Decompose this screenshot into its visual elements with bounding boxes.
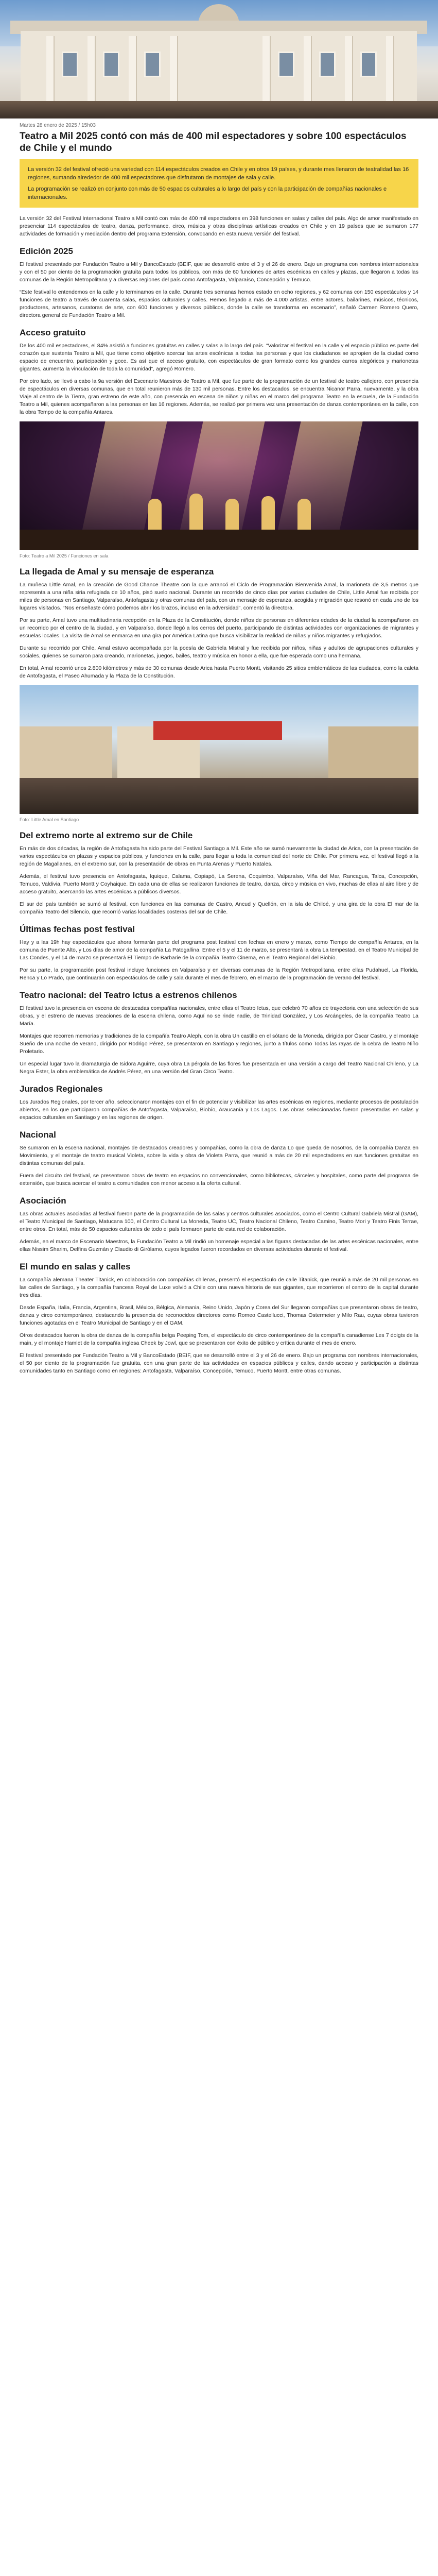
paragraph: El sur del país también se sumó al festival, con funciones en las comunas de Castro, Ancud y Quellón, en la isla de Chiloé, y una gira de la obra El mar de la compañía Teatro del Silencio, que recorrió varias localidades costeras del sur de Chile. [20, 901, 418, 915]
article-title: Teatro a Mil 2025 contó con más de 400 mil espectadores y sobre 100 espectáculos de Chile y el mundo [20, 131, 407, 154]
street-photo [20, 685, 418, 814]
photo-caption: Foto: Teatro a Mil 2025 / Funciones en sala [20, 553, 109, 558]
paragraph: Hay y a las 19h hay espectáculos que ahora formarán parte del programa post festival con fechas en enero y marzo, como Tiempo de compañía Antares, en la comuna de Puente Alto, y Los días de amor de la compañía La Patogallina. Entre el 5 y el 11 de marzo, se presentará la obra La tempestad, en el Teatro Municipal de Las Condes, y el 14 de marzo se presentará El Tiempo de Barbarie de la compañía Teatro Cinema, en el Teatro Regional del Biobío. [20, 939, 418, 961]
section-heading: Nacional [20, 1130, 56, 1140]
lead-text-2: La programación se realizó en conjunto con más de 50 espacios culturales a lo largo del país y con la participación de compañías nacionales e internacionales. [28, 186, 387, 200]
lead-text: La versión 32 del festival ofreció una variedad con 114 espectáculos creados en Chile y en otros 19 países, y durante mes llenaron de teatralidad las 16 regiones, sumando alrededor de 400 mil espectadores que disfrutaron de montajes de sala y calle. [28, 166, 409, 181]
paragraph: El festival tuvo la presencia en escena de destacadas compañías nacionales, entre ellas el Teatro Ictus, que celebró 70 años de trayectoria con una selección de sus obras, y el estreno de nuevas creaciones de la escena chilena, como Aquí no se rinde nadie, de Trinidad González, y Los Arcángeles, de la compañía Teatro La María. [20, 1005, 418, 1027]
section-heading: Acceso gratuito [20, 328, 86, 337]
paragraph: El festival presentado por Fundación Teatro a Mil y BancoEstado (BEIF, que se desarrolló entre el 3 y el 26 de enero. Bajo un programa con nombres internacionales y con el 50 por ciento de la programación gratuita para todos los públicos, con más de 60 funciones de artes escénicas en calles y plazas, que llegaron a todas las comunas de la Región Metropolitana y a diversas regiones del país como Antofagasta, Valparaíso, Concepción y Temuco. [20, 261, 418, 283]
paragraph: Por su parte, Amal tuvo una multitudinaria recepción en la Plaza de la Constitución, donde niños de personas en diferentes edades de la ciudad la acompañaron en un recorrido por el centro de la ciudad, y en Valparaíso, donde llegó a los cerros del puerto, participando de distintas actividades con organizaciones de migrantes y escuelas locales. La visita de Amal se enmarca en una gira por América Latina que busca visibilizar la realidad de niñas y niños migrantes y refugiados. [20, 617, 418, 639]
section-heading: Del extremo norte al extremo sur de Chile [20, 831, 193, 840]
paragraph: Además, en el marco de Escenario Maestros, la Fundación Teatro a Mil rindió un homenaje especial a las figuras destacadas de las artes escénicas nacionales, entre ellas Nissim Sharim, Delfina Guzmán y Claudio di Girólamo, cuyos legados fueron recordados en diversas actividades durante el festival. [20, 1239, 418, 1252]
paragraph: Las obras actuales asociadas al festival fueron parte de la programación de las salas y centros culturales asociados, como el Centro Cultural Gabriela Mistral (GAM), el Teatro Municipal de Santiago, Matucana 100, el Centro Cultural La Moneda, Teatro UC, Teatro Nacional Chileno, Teatro Camino, Teatro Mori y Teatro Finis Terrae, entre otros. En total, más de 50 espacios culturales de todo el país formaron parte de esta red de colaboración. [20, 1211, 418, 1232]
section-heading: Edición 2025 [20, 246, 73, 256]
paragraph: Por su parte, la programación post festival incluye funciones en Valparaíso y en diversas comunas de la Región Metropolitana, entre ellas Pudahuel, La Florida, Renca y Lo Prado, que continuarán con espectáculos de calle y sala durante el mes de febrero, en el marco de la programación de verano del festival. [20, 967, 418, 981]
paragraph: “Este festival lo entendemos en la calle y lo terminamos en la calle. Durante tres semanas hemos estado en ocho regiones, y 62 comunas con 150 espectáculos y 14 funciones de teatro a través de cuarenta salas, espacios culturales y calles. Hemos llegado a más de 4.000 artistas, entre actores, bailarines, músicos, técnicos, productores, artesanos, curatoras de arte, con 600 funciones y diversos públicos, donde la calle se transforma en escenario”, señaló Carmen Romero Quero, directora general de Fundación Teatro a Mil. [20, 289, 418, 318]
intro-paragraph: La versión 32 del Festival Internacional Teatro a Mil contó con más de 400 mil espectadores en 398 funciones en salas y calles del país. Algo de amor manifestado en presenciar 114 espectáculos de teatro, danza, performance, circo, música y otras disciplinas artísticas creados en Chile y en 19 países que se sumaron 177 actividades de formación y mediación dentro del programa Extensión, convocando en esta nueva versión del festival. [20, 215, 418, 237]
paragraph: Fuera del circuito del festival, se presentaron obras de teatro en espacios no convencionales, como bibliotecas, cárceles y hospitales, como parte del programa de extensión, que busca acercar el teatro a comunidades con menor acceso a la oferta cultural. [20, 1173, 418, 1187]
section-heading: Asociación [20, 1196, 66, 1206]
paragraph: Otros destacados fueron la obra de danza de la compañía belga Peeping Tom, el espectáculo de circo contemporáneo de la compañía canadiense Les 7 doigts de la main, y el montaje Hamlet de la compañía inglesa Cheek by Jowl, que se presentaron con éxito de público y crítica durante el mes de enero. [20, 1332, 418, 1346]
section-heading: Jurados Regionales [20, 1084, 103, 1094]
paragraph: Los Jurados Regionales, por tercer año, seleccionaron montajes con el fin de potenciar y visibilizar las artes escénicas en regiones, mediante procesos de postulación abiertos, en los que participaron compañías de Antofagasta, Valparaíso, Biobío, Araucanía y Los Lagos. Las obras seleccionadas fueron presentadas en salas y espacios culturales en Santiago y en las regiones de origen. [20, 1099, 418, 1121]
paragraph: Se sumaron en la escena nacional, montajes de destacados creadores y compañías, como la obra de danza Lo que queda de nosotros, de la compañía Danza en Movimiento, y el montaje de teatro musical Violeta, sobre la vida y obra de Violeta Parra, que reunió a más de 20 mil espectadores en sus funciones gratuitas en distintas comunas del país. [20, 1145, 418, 1166]
paragraph: En total, Amal recorrió unos 2.800 kilómetros y más de 30 comunas desde Arica hasta Puerto Montt, visitando 25 sitios emblemáticos de las ciudades, como la caleta de Antofagasta, el Paseo Ahumada y la Plaza de la Constitución. [20, 665, 418, 679]
paragraph: La muñeca Little Amal, en la creación de Good Chance Theatre con la que arrancó el Ciclo de Programación Bienvenida Amal, la marioneta de 3,5 metros que representa a una niña siria refugiada de 10 años, pisó suelo nacional. Durante un recorrido de cinco días por varias ciudades de Chile, Little Amal fue recibida por miles de personas en Santiago, Valparaíso, Antofagasta y otras comunas del país, con un mensaje de esperanza, acogida y migración que resonó en cada uno de los lugares visitados. “Nos enseñaste cómo podemos abrir los brazos, incluso en la adversidad”, comentó la directora. [20, 582, 418, 611]
hero-image [0, 0, 438, 118]
section-heading: Últimas fechas post festival [20, 924, 135, 934]
paragraph: En más de dos décadas, la región de Antofagasta ha sido parte del Festival Santiago a Mil. Este año se sumó nuevamente la ciudad de Arica, con la presentación de varios espectáculos en plazas y espacios públicos, y funciones en la calle, para llegar a toda la comunidad del norte de Chile. Por primera vez, el festival llegó a la región de Magallanes, en el extremo sur, con la presentación de obras en Punta Arenas y Puerto Natales. [20, 845, 418, 867]
section-heading: Teatro nacional: del Teatro Ictus a estrenos chilenos [20, 990, 237, 1000]
paragraph: Montajes que recorren memorias y tradiciones de la compañía Teatro Aleph, con la obra Un castillo en el sótano de la Moneda, dirigida por Óscar Castro, y el montaje Sueño de una noche de verano, dirigido por Rodrigo Pérez, se presentaron en Santiago y regiones, junto a títulos como Todas las rayas de la cebra de Teatro Niño Proletario. [20, 1033, 418, 1055]
paragraph: Un especial lugar tuvo la dramaturgia de Isidora Aguirre, cuya obra La pérgola de las flores fue presentada en una versión a cargo del Teatro Nacional Chileno, y La Negra Ester, la obra emblemática de Andrés Pérez, en una versión del Gran Circo Teatro. [20, 1061, 418, 1075]
intro-paragraph-2: El festival presentado por Fundación Teatro a Mil y BancoEstado (BEIF, que se desarrolló entre el 3 y el 26 de enero. Bajo un programa con nombres internacionales, el 50 por ciento de la programación fue gratuita, con una gran parte de las actividades en espacios públicos y calles, dando acceso y participación a distintas comunidades tanto en Santiago como en regiones: Antofagasta, Valparaíso, Concepción, Temuco, Puerto Montt, entre otras comunas. [20, 1352, 418, 1374]
paragraph: Por otro lado, se llevó a cabo la 9a versión del Escenario Maestros de Teatro a Mil, que fue parte de la programación de un festival de teatro callejero, con presencia de espectáculos en diversas comunas, que en total reunieron más de 130 mil personas. Entre los destacados, se encuentra Nicanor Parra, nuevamente, y la obra Viaje al centro de la Tierra, gran estreno de este año, con presencia en escena de niños y niñas en el marco del programa Teatro en la escuela, de la Fundación Teatro a Mil, quienes acompañaron a las personas en las 16 regiones. Además, se realizó por primera vez una presentación de danza contemporánea en la calle, con la obra Tempo de la compañía Antares. [20, 378, 418, 415]
section-heading: El mundo en salas y calles [20, 1262, 131, 1272]
article-body [0, 123, 438, 1375]
section-heading: La llegada de Amal y su mensaje de esperanza [20, 567, 214, 577]
paragraph: La compañía alemana Theater Titanick, en colaboración con compañías chilenas, presentó el espectáculo de calle Titanick, que reunió a más de 20 mil personas en las calles de Santiago, y la compañía francesa Royal de Luxe volvió a Chile con una nueva historia de sus gigantes, que recorrieron el centro de la capital durante tres días. [20, 1277, 418, 1298]
lead-box [20, 159, 418, 208]
paragraph: Desde España, Italia, Francia, Argentina, Brasil, México, Bélgica, Alemania, Reino Unido, Japón y Corea del Sur llegaron compañías que presentaron obras de teatro, danza y circo contemporáneo, destacando la presencia de reconocidos directores como Romeo Castellucci, Thomas Ostermeier y Milo Rau, cuyas obras tuvieron funciones agotadas en el Teatro Municipal de Santiago y en el GAM. [20, 1304, 418, 1326]
paragraph: Durante su recorrido por Chile, Amal estuvo acompañada por la poesía de Gabriela Mistral y fue recibida por niños, niñas y adultos de agrupaciones culturales y sociales, quienes se sumaron para creando, marionetas, juegos, bailes, teatro y música en honor a ella, que fue esperada como una hermana. [20, 645, 418, 659]
paragraph: Además, el festival tuvo presencia en Antofagasta, Iquique, Calama, Copiapó, La Serena, Coquimbo, Valparaíso, Viña del Mar, Rancagua, Talca, Concepción, Temuco, Valdivia, Puerto Montt y Coyhaique. En cada una de ellas se realizaron funciones de teatro, danza, circo y música en vivo, muchas de ellas al aire libre y de acceso gratuito, acercando las artes escénicas a públicos diversos. [20, 873, 418, 895]
photo-caption: Foto: Little Amal en Santiago [20, 817, 79, 822]
article-date: Martes 28 enero de 2025 / 15h03 [20, 123, 96, 128]
paragraph: De los 400 mil espectadores, el 84% asistió a funciones gratuitas en calles y salas a lo largo del país. “Valorizar el festival en la calle y el espacio público es parte del corazón que sustenta Teatro a Mil, que tiene como objetivo acercar las artes escénicas a todas las personas y que los ciudadanos se apropien de la ciudad como espacio de encuentro, participación y goce. Es así que el acceso gratuito, con espectáculos de gran formato como los grandes carros alegóricos y marionetas gigantes, aumenta la vinculación de toda la comunidad”, agregó Romero. [20, 343, 418, 372]
stage-photo [20, 421, 418, 550]
